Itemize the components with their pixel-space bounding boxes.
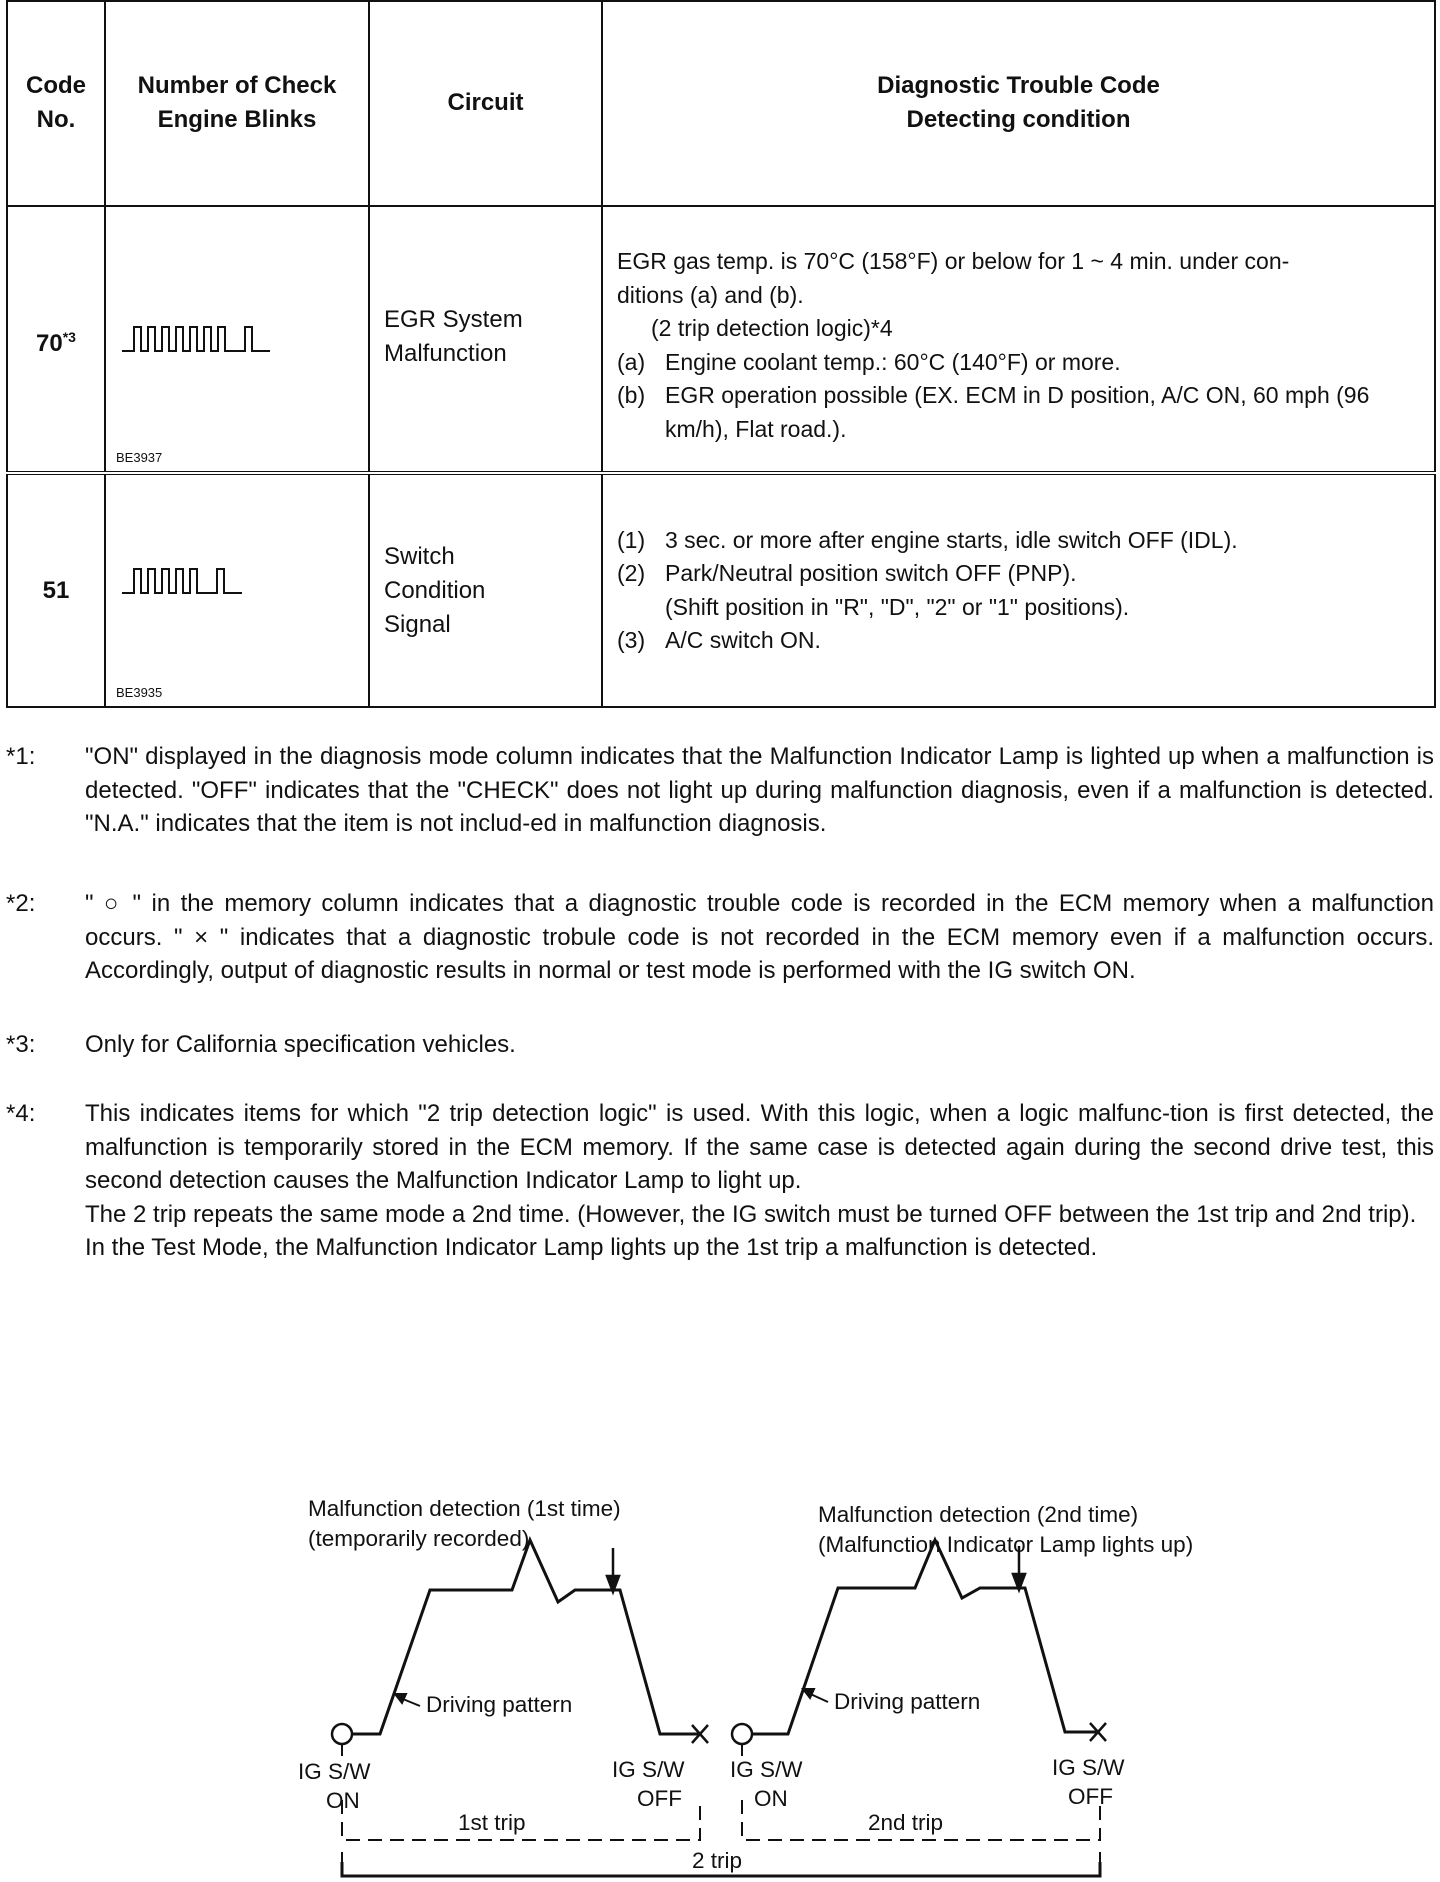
table-header-row — [7, 1, 1435, 206]
code-number: 51 — [7, 473, 105, 707]
table-row — [7, 206, 1435, 474]
footnote-2 — [6, 887, 1434, 988]
driving-pattern-label: Driving pattern — [834, 1689, 981, 1714]
header-code: Code No. — [7, 1, 105, 206]
table-row — [7, 473, 1435, 707]
ig-switch-on-circle — [332, 1724, 352, 1744]
blink-pattern-70 — [120, 319, 290, 359]
header-dtc: Diagnostic Trouble Code Detecting condition — [602, 1, 1435, 206]
detecting-condition: EGR gas temp. is 70°C (158°F) or below for 1 ~ 4 min. under con- ditions (a) and (b). (2 trip detection logic)*4 (a) Engine coolant temp.: 60°C (140°F) or more. (b) EGR operation possible (EX. ECM in D position, A/C ON, 60 mph (96 km/h), Flat road.). — [602, 206, 1435, 474]
two-trip-label: 2 trip — [692, 1848, 743, 1873]
detecting-condition: (1) 3 sec. or more after engine starts, idle switch OFF (IDL). (2) Park/Neutral position switch OFF (PNP). (Shift position in "R", "D", "2" or "1" positions). (3) A/C switch ON. — [602, 473, 1435, 707]
blink-pattern-cell — [105, 206, 369, 474]
footnote-text: Only for California specification vehicles. — [85, 1031, 516, 1058]
trip2-label: 2nd trip — [868, 1810, 944, 1835]
circuit-name: Switch Condition Signal — [369, 473, 602, 707]
ig-sw-label: IG S/W — [1052, 1755, 1125, 1780]
code-number: 70$^{*3}$ — [7, 206, 105, 474]
two-trip-diagram — [0, 1480, 1440, 1882]
ig-sw-label: IG S/W — [298, 1759, 371, 1784]
trip1-label: 1st trip — [458, 1810, 526, 1835]
detection-2-sublabel: (Malfunction Indicator Lamp lights up) — [818, 1532, 1194, 1557]
figure-label: BE3937 — [116, 450, 163, 466]
dtc-table — [6, 0, 1436, 708]
ig-switch-on-circle — [732, 1724, 752, 1744]
off-label: OFF — [1068, 1784, 1113, 1809]
footnote-mark: *2: — [6, 890, 36, 917]
footnote-mark: *1: — [6, 743, 36, 770]
detection-1-label: Malfunction detection (1st time) — [308, 1496, 621, 1521]
footnote-mark: *3: — [6, 1031, 36, 1058]
footnote-text: This indicates items for which "2 trip detection logic" is used. With this logic, when a logic malfunc-tion is first detected, the malfunction is temporarily stored in the ECM memory. If the same case is detected again during the second drive test, this second detection causes the Malfunction Indicator Lamp to light up. The 2 trip repeats the same mode a 2nd time. (However, the IG switch must be turned OFF between the 1st trip and 2nd trip). In the Test Mode, the Malfunction Indicator Lamp lights up the 1st trip a malfunction is detected. — [85, 1100, 1434, 1261]
footnote-text: " ○ " in the memory column indicates that a diagnostic trouble code is recorded in the ECM memory when a malfunction occurs. " × " indicates that a diagnostic trobule code is not recorded in the ECM memory even if a malfunction occurs. Accordingly, output of diagnostic results in normal or test mode is performed with the IG switch ON. — [85, 890, 1434, 984]
figure-label: BE3935 — [116, 685, 163, 700]
footnote-4 — [6, 1097, 1434, 1265]
footnote-mark: *4: — [6, 1100, 36, 1127]
on-label: ON — [754, 1786, 788, 1811]
header-blinks: Number of Check Engine Blinks — [105, 1, 369, 206]
footnote-1 — [6, 740, 1434, 841]
blink-pattern-cell — [105, 473, 369, 707]
ig-sw-label: IG S/W — [730, 1757, 803, 1782]
off-label: OFF — [637, 1786, 682, 1811]
footnote-3 — [6, 1028, 1434, 1062]
driving-pattern-label: Driving pattern — [426, 1692, 573, 1717]
circuit-name: EGR System Malfunction — [369, 206, 602, 474]
detection-1-sublabel: (temporarily recorded) — [308, 1526, 530, 1551]
header-circuit: Circuit — [369, 1, 602, 206]
detection-2-label: Malfunction detection (2nd time) — [818, 1502, 1139, 1527]
on-label: ON — [326, 1788, 360, 1813]
blink-pattern-51 — [120, 561, 290, 601]
ig-sw-label: IG S/W — [612, 1757, 685, 1782]
footnote-text: "ON" displayed in the diagnosis mode column indicates that the Malfunction Indicator Lamp is lighted up when a malfunction is detected. "OFF" indicates that the "CHECK" does not light up during malfunction diagnosis, even if a malfunction is detected. "N.A." indicates that the item is not includ-ed in malfunction diagnosis. — [85, 743, 1434, 837]
